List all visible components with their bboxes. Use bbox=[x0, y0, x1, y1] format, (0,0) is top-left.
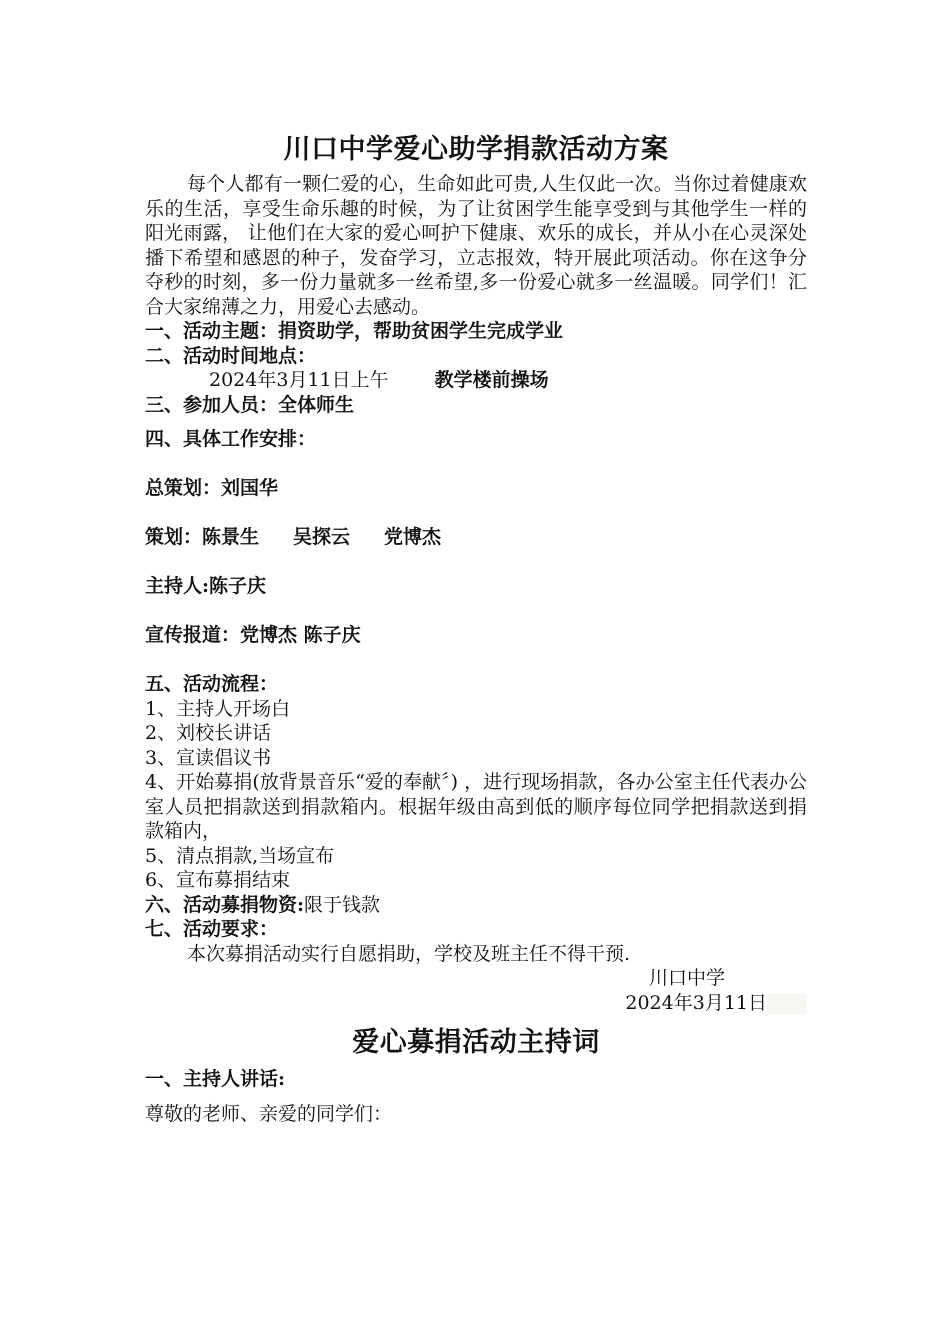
time-value: 2024年3月11日上午 bbox=[209, 369, 389, 391]
greeting-line: 尊敬的老师、亲爱的同学们： bbox=[145, 1102, 393, 1125]
time-place-line bbox=[209, 368, 807, 393]
participants-line: 三、参加人员：全体师生 bbox=[145, 393, 355, 416]
donation-line bbox=[145, 893, 807, 918]
flow-item: 1、主持人开场白 bbox=[145, 697, 291, 720]
signature-date-line bbox=[145, 991, 807, 1016]
donation-value: 限于钱款 bbox=[304, 893, 381, 916]
flow-item: 2、刘校长讲话 bbox=[145, 722, 272, 744]
signature-date: 2024年3月11日 bbox=[625, 991, 767, 1014]
host-speech-heading: 一、主持人讲话: bbox=[145, 1068, 286, 1090]
signature-school: 川口中学 bbox=[648, 967, 725, 989]
flow-item: 4、开始募捐(放背景音乐“爱的奉献〞) ，进行现场捐款，各办公室主任代表办公室人员把捐款送到捐款箱内。根据年级由高到低的顺序每位同学把捐款送到捐款箱内， bbox=[145, 771, 807, 842]
place-value: 教学楼前操场 bbox=[434, 369, 549, 391]
time-heading: 二、活动时间地点： bbox=[145, 344, 317, 367]
page-title: 川口中学爱心助学捐款活动方案 bbox=[283, 134, 669, 165]
flow-item: 6、宣布募捐结束 bbox=[145, 869, 291, 891]
second-title: 爱心募捐活动主持词 bbox=[352, 1027, 600, 1058]
flow-item: 5、清点捐款,当场宣布 bbox=[145, 844, 335, 867]
requirement-text: 本次募捐活动实行自愿捐助，学校及班主任不得干预. bbox=[187, 942, 631, 965]
publicity-line: 宣传报道：党博杰 陈子庆 bbox=[145, 624, 361, 646]
arrangement-heading: 四、具体工作安排： bbox=[145, 428, 317, 450]
planner-3: 党博杰 bbox=[384, 526, 442, 548]
intro-paragraph: 每个人都有一颗仁爱的心，生命如此可贵,人生仅此一次。当你过着健康欢乐的生活，享受生命乐趣的时候，为了让贫困学生能享受到与其他学生一样的阳光雨露， 让他们在大家的爱心呵护下健康、欢乐的成长，并从小在心灵深处播下希望和感恩的种子，发奋学习，立志报效，特开展此项活动。你在这争分夺秒的时刻，多一份力量就多一丝希望,多一份爱心就多一丝温暖。同学们！汇合大家绵薄之力，用爱心去感动。 bbox=[145, 173, 807, 318]
planner-1: 策划：陈景生 bbox=[145, 526, 260, 548]
host-line: 主持人:陈子庆 bbox=[145, 575, 267, 597]
theme-line: 一、活动主题：捐资助学，帮助贫困学生完成学业 bbox=[145, 320, 564, 342]
document-page bbox=[145, 128, 807, 1126]
chief-planner-line: 总策划：刘国华 bbox=[145, 477, 279, 499]
planner-2: 吴探云 bbox=[293, 526, 351, 548]
flow-item: 3、宣读倡议书 bbox=[145, 746, 272, 769]
requirement-heading: 七、活动要求： bbox=[145, 918, 279, 940]
donation-label: 六、活动募捐物资: bbox=[145, 893, 305, 916]
planners-line bbox=[145, 525, 807, 550]
flow-heading: 五、活动流程： bbox=[145, 673, 279, 695]
